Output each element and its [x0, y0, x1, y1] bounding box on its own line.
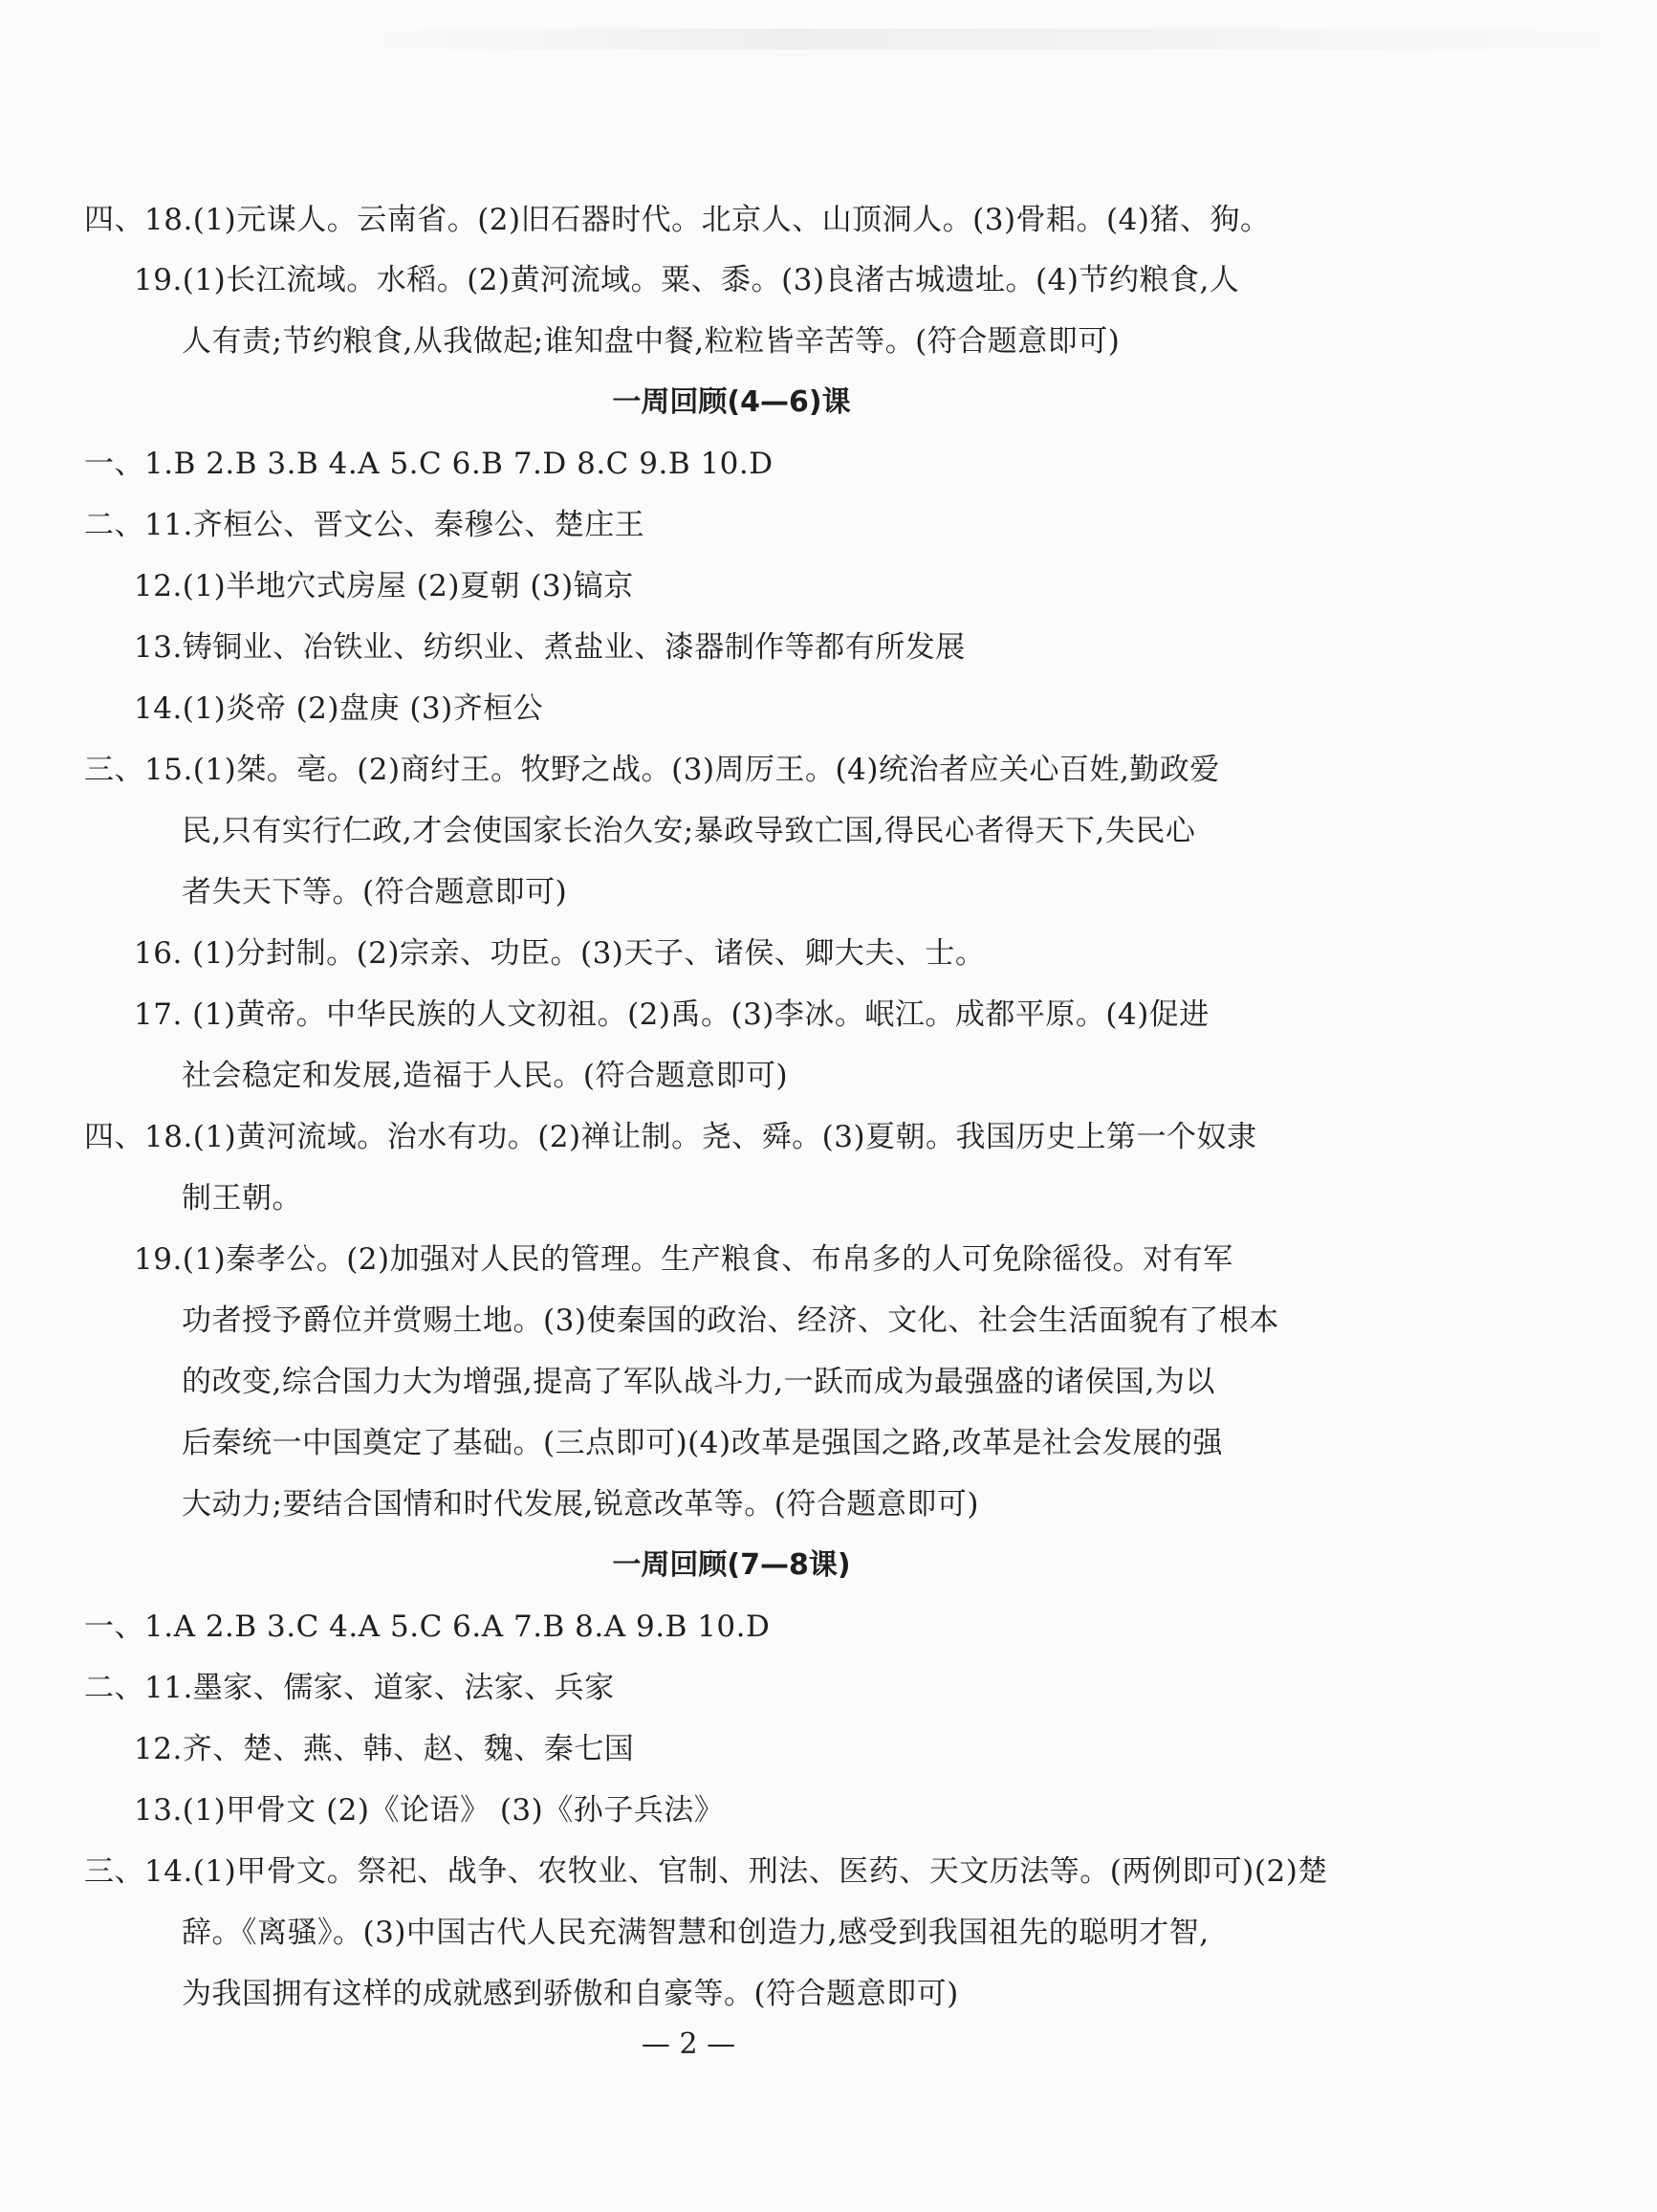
- answer-line-19b: 19.(1)秦孝公。(2)加强对人民的管理。生产粮食、布帛多的人可免除徭役。对有军: [134, 1242, 1233, 1277]
- answer-line-2-11b: 二、11.墨家、儒家、道家、法家、兵家: [84, 1671, 615, 1705]
- answer-line-14: 14.(1)炎帝 (2)盘庚 (3)齐桓公: [134, 691, 544, 726]
- answer-line-17-cont: 社会稳定和发展,造福于人民。(符合题意即可): [182, 1059, 789, 1093]
- answer-line-16: 16. (1)分封制。(2)宗亲、功臣。(3)天子、诸侯、卿大夫、士。: [134, 936, 986, 971]
- answer-line-19-cont: 人有责;节约粮食,从我做起;谁知盘中餐,粒粒皆辛苦等。(符合题意即可): [182, 324, 1121, 359]
- answer-line-19: 19.(1)长江流域。水稻。(2)黄河流域。粟、黍。(3)良渚古城遗址。(4)节约粮食,人: [134, 263, 1240, 297]
- answer-line-3-14: 三、14.(1)甲骨文。祭祀、战争、农牧业、官制、刑法、医药、天文历法等。(两例即可)(2)楚: [84, 1854, 1328, 1889]
- answer-line-12: 12.(1)半地穴式房屋 (2)夏朝 (3)镐京: [134, 569, 634, 603]
- answer-line-4-18: 四、18.(1)元谋人。云南省。(2)旧石器时代。北京人、山顶洞人。(3)骨耜。(4)猪、狗。: [84, 203, 1271, 237]
- answer-line-12b: 12.齐、楚、燕、韩、赵、魏、秦七国: [134, 1732, 635, 1766]
- page-number: — 2 —: [641, 2027, 736, 2061]
- answer-line-17: 17. (1)黄帝。中华民族的人文初祖。(2)禹。(3)李冰。岷江。成都平原。(4)促进: [134, 997, 1210, 1032]
- answer-line-14-cont: 辞。《离骚》。(3)中国古代人民充满智慧和创造力,感受到我国祖先的聪明才智,: [182, 1916, 1210, 1950]
- answer-line-1-10b: 一、1.A 2.B 3.C 4.A 5.C 6.A 7.B 8.A 9.B 10.D: [84, 1610, 771, 1644]
- answer-line-4-18b: 四、18.(1)黄河流域。治水有功。(2)禅让制。尧、舜。(3)夏朝。我国历史上第一个奴隶: [84, 1120, 1257, 1154]
- answer-line-2-11: 二、11.齐桓公、晋文公、秦穆公、楚庄王: [84, 508, 645, 542]
- answer-line-18-cont: 制王朝。: [182, 1181, 302, 1216]
- answer-line-19b-cont3: 后秦统一中国奠定了基础。(三点即可)(4)改革是强国之路,改革是社会发展的强: [182, 1426, 1223, 1460]
- answer-line-1-10: 一、1.B 2.B 3.B 4.A 5.C 6.B 7.D 8.C 9.B 10.D: [84, 447, 774, 481]
- answer-line-13b: 13.(1)甲骨文 (2)《论语》 (3)《孙子兵法》: [134, 1793, 725, 1828]
- section-heading-7-8: 一周回顾(7—8课): [612, 1548, 851, 1582]
- answer-line-14-end: 为我国拥有这样的成就感到骄傲和自豪等。(符合题意即可): [182, 1977, 959, 2011]
- answer-line-15-cont: 民,只有实行仁政,才会使国家长治久安;暴政导致亡国,得民心者得天下,失民心: [182, 814, 1196, 848]
- answer-line-19b-cont2: 的改变,综合国力大为增强,提高了军队战斗力,一跃而成为最强盛的诸侯国,为以: [182, 1365, 1215, 1399]
- answer-line-19b-cont1: 功者授予爵位并赏赐土地。(3)使秦国的政治、经济、文化、社会生活面貌有了根本: [182, 1303, 1279, 1338]
- section-heading-4-6: 一周回顾(4—6)课: [612, 385, 851, 419]
- answer-line-15-end: 者失天下等。(符合题意即可): [182, 875, 568, 909]
- answer-line-3-15: 三、15.(1)桀。亳。(2)商纣王。牧野之战。(3)周厉王。(4)统治者应关心百姓,勤政爱: [84, 753, 1220, 787]
- answer-line-13: 13.铸铜业、冶铁业、纺织业、煮盐业、漆器制作等都有所发展: [134, 630, 966, 665]
- scan-artifact: [363, 29, 1625, 50]
- answer-line-19b-cont4: 大动力;要结合国情和时代发展,锐意改革等。(符合题意即可): [182, 1487, 979, 1522]
